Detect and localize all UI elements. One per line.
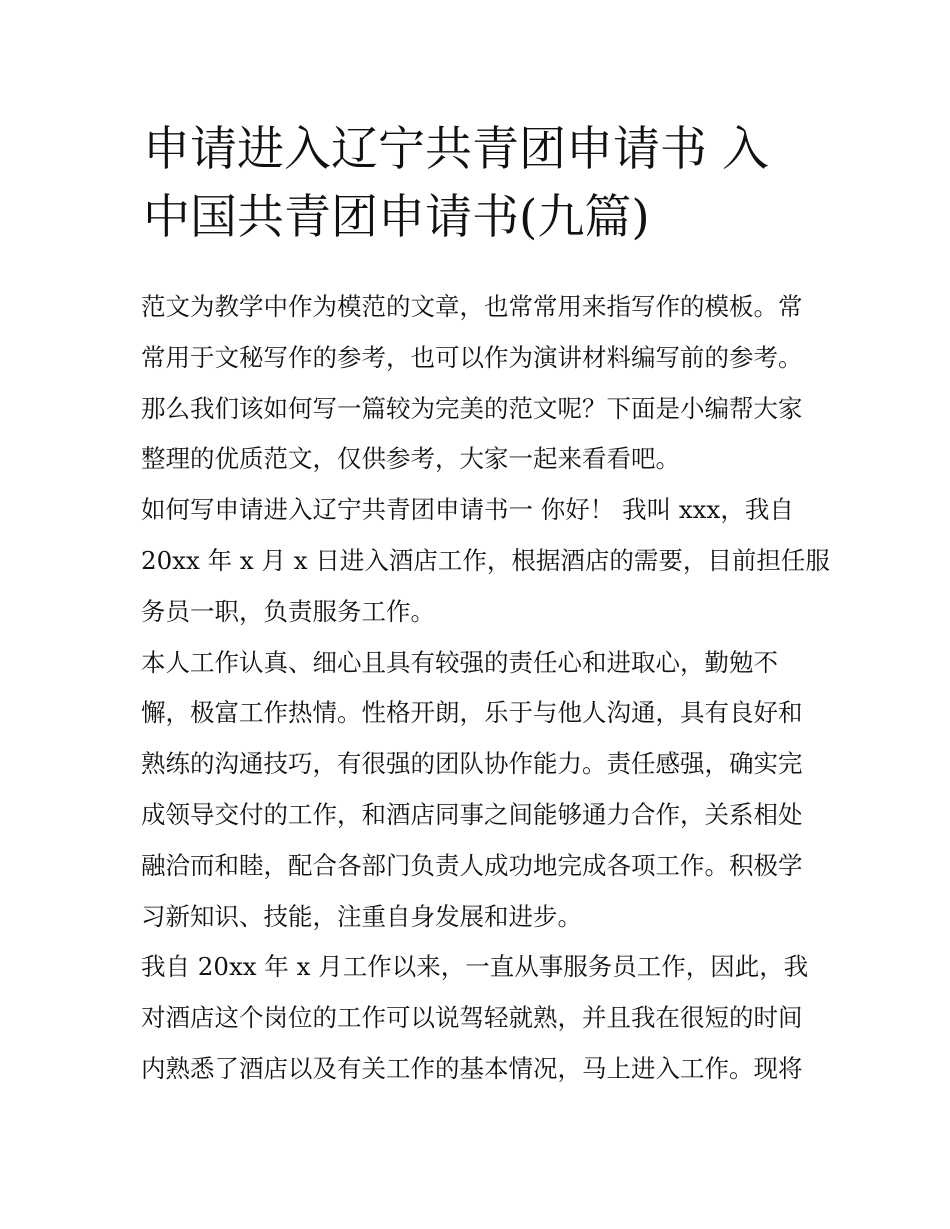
document-body — [141, 282, 830, 1095]
body-line: 融洽而和睦，配合各部门负责人成功地完成各项工作。积极学 — [141, 850, 803, 880]
document-title — [143, 116, 823, 252]
body-line: 务员一职，负责服务工作。 — [141, 596, 435, 626]
body-line: 整理的优质范文，仅供参考，大家一起来看看吧。 — [141, 444, 680, 474]
title-line: 申请进入辽宁共青团申请书 入 — [143, 122, 769, 177]
body-line: 成领导交付的工作，和酒店同事之间能够通力合作，关系相处 — [141, 799, 803, 829]
body-line: 那么我们该如何写一篇较为完美的范文呢？下面是小编帮大家 — [141, 393, 803, 423]
title-line: 中国共青团申请书(九篇) — [143, 190, 650, 245]
body-line: 20xx 年 x 月 x 日进入酒店工作，根据酒店的需要，目前担任服 — [141, 545, 830, 575]
body-line: 我自 20xx 年 x 月工作以来，一直从事服务员工作，因此，我 — [141, 952, 809, 982]
body-line: 范文为教学中作为模范的文章，也常常用来指写作的模板。常 — [141, 292, 803, 321]
body-line: 习新知识、技能，注重自身发展和进步。 — [141, 901, 582, 931]
body-line: 熟练的沟通技巧，有很强的团队协作能力。责任感强，确实完 — [141, 749, 803, 779]
body-line: 常用于文秘写作的参考，也可以作为演讲材料编写前的参考。 — [141, 342, 803, 372]
body-line: 如何写申请进入辽宁共青团申请书一 你好！ 我叫 xxx，我自 — [141, 495, 794, 525]
body-line: 对酒店这个岗位的工作可以说驾轻就熟，并且我在很短的时间 — [141, 1003, 803, 1033]
body-line: 懈，极富工作热情。性格开朗，乐于与他人沟通，具有良好和 — [141, 698, 803, 728]
body-line: 本人工作认真、细心且具有较强的责任心和进取心，勤勉不 — [141, 647, 778, 677]
body-line: 内熟悉了酒店以及有关工作的基本情况，马上进入工作。现将 — [141, 1053, 803, 1083]
